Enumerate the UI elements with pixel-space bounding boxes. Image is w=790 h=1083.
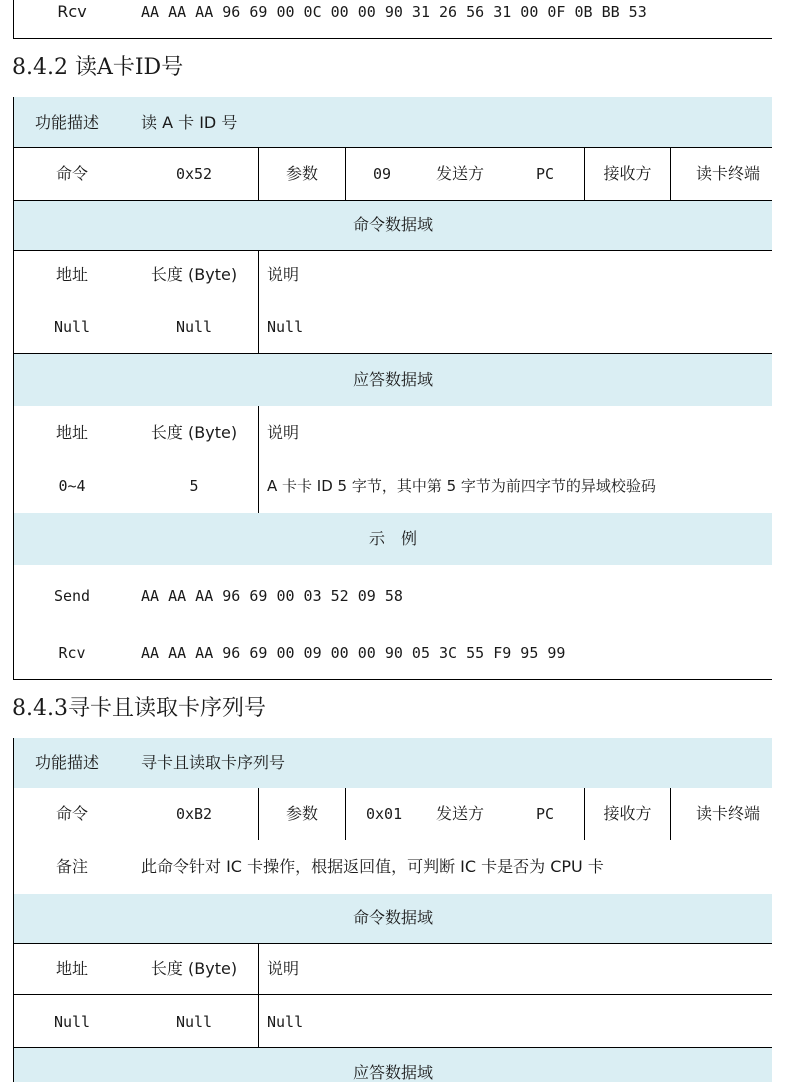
col-len: 长度 (Byte) <box>150 265 238 284</box>
col-desc: 说明 <box>267 959 300 978</box>
col-addr: 地址 <box>55 959 88 978</box>
sender-label: 发送方 <box>436 164 485 183</box>
param-value: 0x01 <box>366 805 403 823</box>
resp-domain-heading: 应答数据域 <box>352 370 433 389</box>
resp-row-len: 5 <box>189 477 199 495</box>
send-value: AA AA AA 96 69 00 03 52 09 58 <box>141 587 403 605</box>
receiver-label: 接收方 <box>603 164 652 183</box>
func-desc-value: 读 A 卡 ID 号 <box>141 113 238 132</box>
cmd-row-len: Null <box>175 318 213 336</box>
cmd-value: 0x52 <box>175 165 213 183</box>
receiver-value: 读卡终端 <box>696 804 761 823</box>
resp-row-addr: 0~4 <box>58 477 86 495</box>
rcv-value: AA AA AA 96 69 00 09 00 00 90 05 3C 55 F9 95 99 <box>141 644 566 662</box>
send-label: Send <box>53 587 91 605</box>
note-value: 此命令针对 IC 卡操作，根据返回值，可判断 IC 卡是否为 CPU 卡 <box>141 857 604 876</box>
section-heading-842: 8.4.2 读A卡ID号 <box>12 55 184 80</box>
resp-row-desc: A 卡卡 ID 5 字节，其中第 5 字节为前四字节的异域校验码 <box>267 477 656 495</box>
sender-label: 发送方 <box>436 804 485 823</box>
section-heading-843: 8.4.3寻卡且读取卡序列号 <box>12 696 266 721</box>
col-addr: 地址 <box>55 265 88 284</box>
param-label: 参数 <box>285 804 318 823</box>
cmd-domain-heading: 命令数据域 <box>352 215 433 234</box>
receiver-value: 读卡终端 <box>696 164 761 183</box>
func-desc-label: 功能描述 <box>35 753 100 772</box>
cmd-row-addr: Null <box>53 318 91 336</box>
func-desc-value: 寻卡且读取卡序列号 <box>141 753 286 772</box>
cmd-row-len: Null <box>175 1013 213 1031</box>
cmd-row-desc: Null <box>267 1013 304 1031</box>
rcv-value: AA AA AA 96 69 00 0C 00 00 90 31 26 56 31 00 0F 0B BB 53 <box>141 3 647 21</box>
cmd-label: 命令 <box>55 164 88 183</box>
receiver-label: 接收方 <box>603 804 652 823</box>
resp-domain-heading: 应答数据域 <box>352 1063 433 1082</box>
note-label: 备注 <box>55 857 88 876</box>
resp-col-len: 长度 (Byte) <box>150 423 238 442</box>
param-value: 09 <box>373 165 392 183</box>
rcv-label: Rcv <box>57 2 87 21</box>
resp-col-addr: 地址 <box>55 423 88 442</box>
col-len: 长度 (Byte) <box>150 959 238 978</box>
example-heading: 示 例 <box>368 529 417 548</box>
resp-col-desc: 说明 <box>267 423 300 442</box>
cmd-row-addr: Null <box>53 1013 91 1031</box>
cmd-label: 命令 <box>55 804 88 823</box>
rcv-label: Rcv <box>58 644 86 662</box>
sender-value: PC <box>536 805 555 823</box>
param-label: 参数 <box>285 164 318 183</box>
cmd-value: 0xB2 <box>175 805 213 823</box>
sender-value: PC <box>536 165 555 183</box>
cmd-row-desc: Null <box>267 318 304 336</box>
col-desc: 说明 <box>267 265 300 284</box>
func-desc-label: 功能描述 <box>35 113 100 132</box>
cmd-domain-heading: 命令数据域 <box>352 908 433 927</box>
